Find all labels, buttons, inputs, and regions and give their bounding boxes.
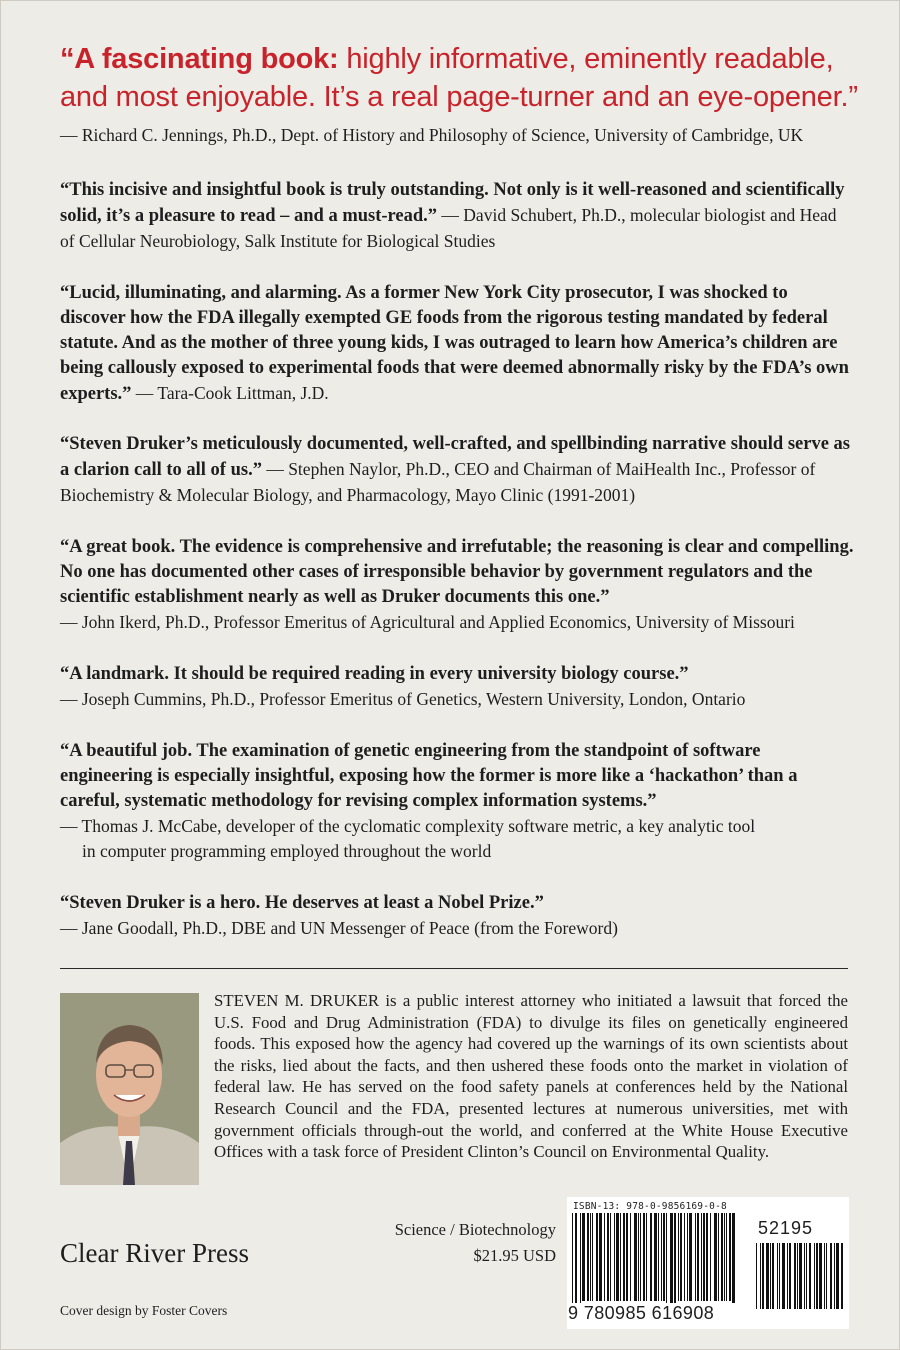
quote-text: “Steven Druker’s meticulously documented, well-crafted, and spellbinding narrative should serve as a clarion call to all of us.” bbox=[60, 434, 850, 480]
lead-quote bbox=[60, 40, 860, 116]
quote-text: “A great book. The evidence is comprehensive and irrefutable; the reasoning is clear and compelling. No one has documented other cases of irresponsible behavior by government regulators and the scientific establishment nearly as well as Druker documents this one.” bbox=[60, 537, 854, 607]
quote-attribution: — Jane Goodall, Ph.D., DBE and UN Messenger of Peace (from the Foreword) bbox=[60, 918, 618, 938]
author-photo bbox=[60, 993, 199, 1185]
quote-goodall bbox=[60, 891, 855, 941]
isbn-label: ISBN-13: 978-0-9856169-0-8 bbox=[573, 1201, 727, 1212]
quote-ikerd bbox=[60, 535, 855, 635]
quote-attribution: — Stephen Naylor, Ph.D., CEO and Chairman of MaiHealth Inc., Professor of Biochemistry & Molecular Biology, and Pharmacology, Mayo Clinic (1991-2001) bbox=[60, 459, 816, 505]
quote-attribution: — John Ikerd, Ph.D., Professor Emeritus of Agricultural and Applied Economics, University of Missouri bbox=[60, 612, 795, 632]
author-portrait-illustration bbox=[60, 993, 199, 1185]
quote-text: “A beautiful job. The examination of genetic engineering from the standpoint of software engineering is especially insightful, exposing how the former is more like a ‘hackathon’ than a careful, systematic methodology for revising complex information systems.” bbox=[60, 741, 798, 811]
quote-mccabe bbox=[60, 739, 855, 864]
quote-littman bbox=[60, 281, 855, 407]
cover-credit: Cover design by Foster Covers bbox=[60, 1303, 228, 1318]
barcode-addon: 52195 bbox=[758, 1218, 814, 1238]
lead-quote-attribution: — Richard C. Jennings, Ph.D., Dept. of History and Philosophy of Science, University of Cambridge, UK bbox=[60, 125, 804, 145]
author-bio: STEVEN M. DRUKER is a public interest attorney who initiated a lawsuit that forced the U.S. Food and Drug Administration (FDA) to divulge its files on genetically engineered foods. This exposed how the agency had covered up the warnings of its own scientists about the risks, lied about the facts, and then ushered these foods onto the market in violation of federal law. He has served on the food safety panels at conferences held by the National Research Council and the FDA, presented lectures at numerous universities, met with government officials through-out the world, and conferred at the White House Executive Offices with a task force of President Clinton’s Council on Environmental Quality. bbox=[214, 991, 848, 1162]
quote-attribution-continued: in computer programming employed throughout the world bbox=[82, 841, 492, 861]
book-price: $21.95 USD bbox=[473, 1246, 556, 1265]
divider bbox=[60, 968, 848, 969]
barcode-digits: 9 780985 616908 bbox=[568, 1303, 740, 1324]
publisher-name: Clear River Press bbox=[60, 1238, 249, 1268]
quote-text: “A landmark. It should be required reading in every university biology course.” bbox=[60, 664, 689, 684]
quote-schubert bbox=[60, 178, 855, 255]
lead-quote-text: highly informative, eminently readable, and most enjoyable. It’s a real page-turner and an eye-opener.” bbox=[60, 43, 858, 113]
quote-attribution: — Thomas J. McCabe, developer of the cyclomatic complexity software metric, a key analytic tool bbox=[60, 816, 756, 836]
quote-cummins bbox=[60, 662, 855, 712]
quote-text: “Steven Druker is a hero. He deserves at least a Nobel Prize.” bbox=[60, 893, 544, 913]
quote-text: “This incisive and insightful book is truly outstanding. Not only is it well-reasoned and scientifically solid, it’s a pleasure to read – and a must-read.” bbox=[60, 180, 845, 226]
quote-naylor bbox=[60, 432, 855, 509]
lead-quote-strong: “A fascinating book: bbox=[60, 43, 339, 75]
quote-attribution: — David Schubert, Ph.D., molecular biologist and Head of Cellular Neurobiology, Salk Institute for Biological Studies bbox=[60, 205, 837, 251]
quote-attribution: — Joseph Cummins, Ph.D., Professor Emeritus of Genetics, Western University, London, Ontario bbox=[60, 689, 746, 709]
quote-attribution: — Tara-Cook Littman, J.D. bbox=[131, 383, 329, 403]
quote-text: “Lucid, illuminating, and alarming. As a former New York City prosecutor, I was shocked to discover how the FDA illegally exempted GE foods from the rigorous testing mandated by federal statute. And as the mother of three young kids, I was outraged to learn how America’s children are being callously exposed to experimental foods that were deemed abnormally risky by the FDA’s own experts.” bbox=[60, 283, 849, 404]
book-category: Science / Biotechnology bbox=[394, 1220, 556, 1239]
